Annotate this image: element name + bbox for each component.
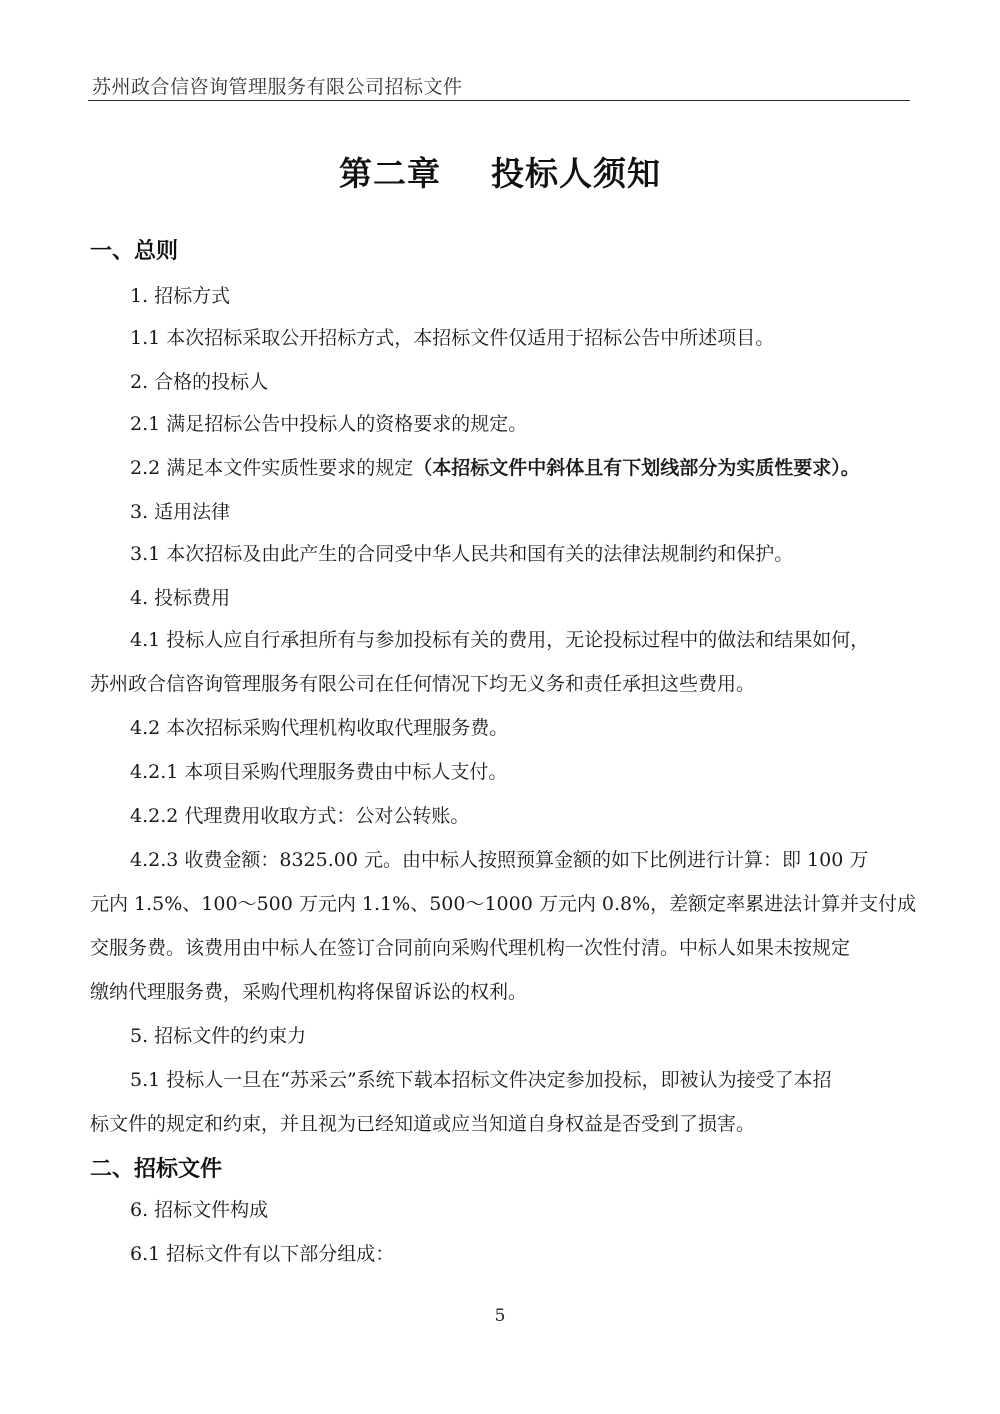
paragraph-4-2-2: 4.2.2 代理费用收取方式：公对公转账。 <box>130 805 470 827</box>
page-header <box>88 66 910 101</box>
paragraph-4-2-3-line-4: 缴纳代理服务费，采购代理机构将保留诉讼的权利。 <box>90 981 528 1003</box>
paragraph-1-1: 1.1 本次招标采取公开招标方式，本招标文件仅适用于招标公告中所述项目。 <box>130 327 775 349</box>
section-heading-bidding-documents: 二、招标文件 <box>90 1156 223 1182</box>
paragraph-4-2-3-line-3: 交服务费。该费用由中标人在签订合同前向采购代理机构一次性付清。中标人如果未按规定 <box>90 937 851 959</box>
paragraph-2-2-text: 2.2 满足本文件实质性要求的规定 <box>130 457 414 479</box>
chapter-title: 第二章 投标人须知 <box>339 154 661 193</box>
paragraph-4: 4. 投标费用 <box>130 587 231 609</box>
paragraph-6: 6. 招标文件构成 <box>130 1199 269 1221</box>
paragraph-2-2 <box>130 454 860 482</box>
paragraph-2-1: 2.1 满足招标公告中投标人的资格要求的规定。 <box>130 413 528 435</box>
page-number: 5 <box>494 1306 506 1326</box>
paragraph-4-1-line-2: 苏州政合信咨询管理服务有限公司在任何情况下均无义务和责任承担这些费用。 <box>90 673 756 695</box>
paragraph-2: 2. 合格的投标人 <box>130 371 269 393</box>
paragraph-4-2-1: 4.2.1 本项目采购代理服务费由中标人支付。 <box>130 761 508 783</box>
paragraph-4-1-line-1: 4.1 投标人应自行承担所有与参加投标有关的费用，无论投标过程中的做法和结果如何， <box>130 629 870 651</box>
paragraph-1: 1. 招标方式 <box>130 285 231 307</box>
section-heading-general: 一、总则 <box>90 238 179 264</box>
paragraph-5-1-line-2: 标文件的规定和约束，并且视为已经知道或应当知道自身权益是否受到了损害。 <box>90 1113 756 1135</box>
paragraph-5: 5. 招标文件的约束力 <box>130 1025 307 1047</box>
paragraph-4-2-3-line-1: 4.2.3 收费金额：8325.00 元。由中标人按照预算金额的如下比例进行计算：即 100 万 <box>130 849 869 871</box>
paragraph-4-2-3-line-2: 元内 1.5%、100～500 万元内 1.1%、500～1000 万元内 0.8%，差额定率累进法计算并支付成 <box>90 893 917 915</box>
paragraph-4-2: 4.2 本次招标采购代理机构收取代理服务费。 <box>130 717 509 739</box>
paragraph-3: 3. 适用法律 <box>130 501 231 523</box>
paragraph-5-1-line-1: 5.1 投标人一旦在“苏采云”系统下载本招标文件决定参加投标，即被认为接受了本招 <box>130 1069 832 1091</box>
paragraph-2-2-emphasis: （本招标文件中斜体且有下划线部分为实质性要求）。 <box>413 457 860 479</box>
paragraph-6-1: 6.1 招标文件有以下部分组成： <box>130 1243 395 1265</box>
header-title: 苏州政合信咨询管理服务有限公司招标文件 <box>92 76 463 98</box>
paragraph-3-1: 3.1 本次招标及由此产生的合同受中华人民共和国有关的法律法规制约和保护。 <box>130 543 794 565</box>
